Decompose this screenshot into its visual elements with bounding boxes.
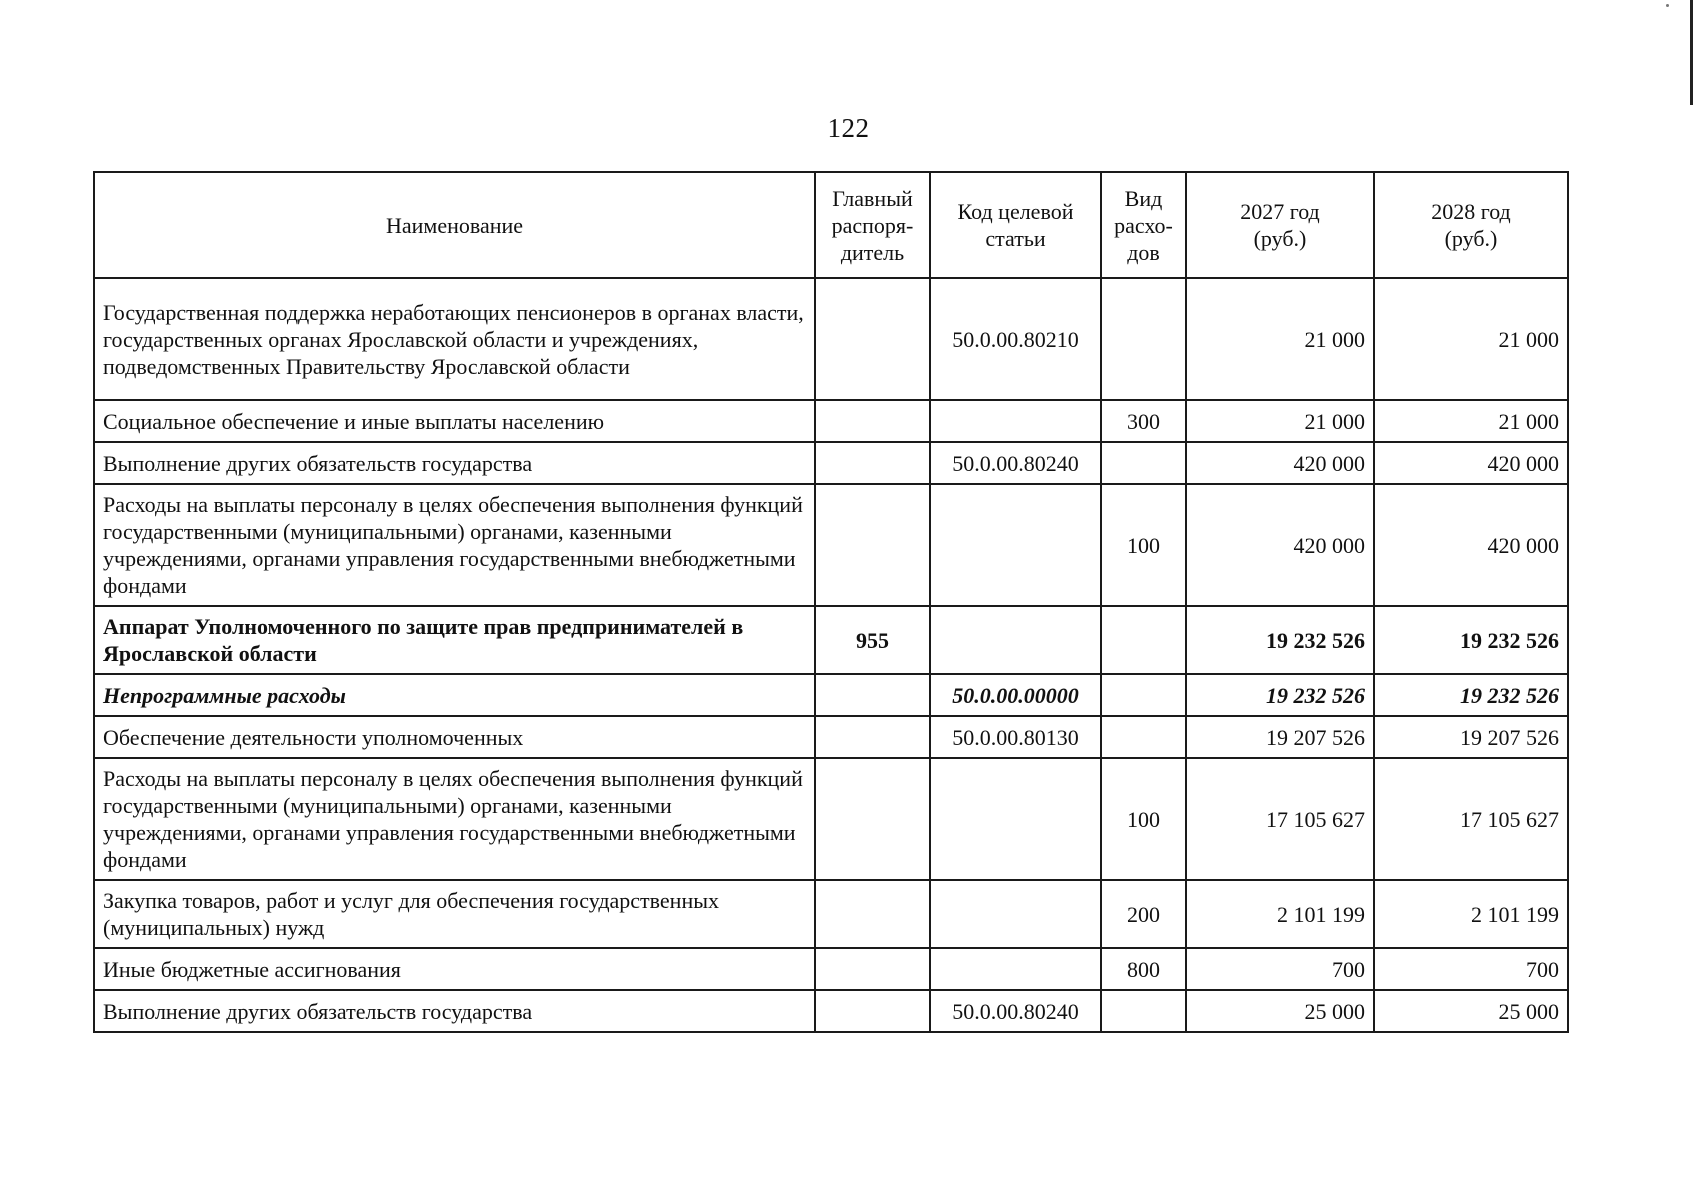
cell-name: Непрограммные расходы xyxy=(94,674,815,716)
cell-name: Выполнение других обязательств государства xyxy=(94,442,815,484)
cell-name: Выполнение других обязательств государства xyxy=(94,990,815,1032)
header-name: Наименование xyxy=(94,172,815,278)
page-number: 122 xyxy=(827,113,870,143)
cell-target-code xyxy=(930,948,1101,990)
cell-amount-2028: 25 000 xyxy=(1374,990,1568,1032)
cell-target-code: 50.0.00.00000 xyxy=(930,674,1101,716)
cell-amount-2027: 19 207 526 xyxy=(1186,716,1374,758)
cell-name: Социальное обеспечение и иные выплаты населению xyxy=(94,400,815,442)
cell-amount-2027: 21 000 xyxy=(1186,400,1374,442)
cell-amount-2028: 19 232 526 xyxy=(1374,674,1568,716)
cell-name: Аппарат Уполномоченного по защите прав предпринимателей в Ярославской области xyxy=(94,606,815,674)
table-body xyxy=(94,278,1568,1032)
header-year-2028: 2028 год (руб.) xyxy=(1374,172,1568,278)
cell-amount-2028: 420 000 xyxy=(1374,442,1568,484)
cell-chief-manager: 955 xyxy=(815,606,930,674)
table-row xyxy=(94,880,1568,948)
cell-target-code xyxy=(930,758,1101,880)
cell-expense-type: 100 xyxy=(1101,758,1186,880)
cell-target-code xyxy=(930,484,1101,606)
cell-expense-type xyxy=(1101,606,1186,674)
cell-chief-manager xyxy=(815,278,930,400)
scan-speck xyxy=(1666,4,1669,7)
cell-amount-2027: 700 xyxy=(1186,948,1374,990)
table-row xyxy=(94,484,1568,606)
cell-expense-type: 300 xyxy=(1101,400,1186,442)
cell-amount-2027: 19 232 526 xyxy=(1186,674,1374,716)
cell-name: Закупка товаров, работ и услуг для обеспечения государственных (муниципальных) нужд xyxy=(94,880,815,948)
table-row xyxy=(94,948,1568,990)
cell-target-code xyxy=(930,880,1101,948)
cell-target-code xyxy=(930,606,1101,674)
cell-amount-2028: 700 xyxy=(1374,948,1568,990)
cell-expense-type: 200 xyxy=(1101,880,1186,948)
cell-name: Государственная поддержка неработающих пенсионеров в органах власти, государственных органах Ярославской области и учреждениях, подведомственных Правительству Ярославской области xyxy=(94,278,815,400)
cell-chief-manager xyxy=(815,948,930,990)
table-header-row xyxy=(94,172,1568,278)
cell-amount-2027: 25 000 xyxy=(1186,990,1374,1032)
cell-name: Расходы на выплаты персоналу в целях обеспечения выполнения функций государственными (муниципальными) органами, казенными учреждениями, органами управления государственными внебюджетными фондами xyxy=(94,758,815,880)
cell-chief-manager xyxy=(815,758,930,880)
cell-amount-2027: 19 232 526 xyxy=(1186,606,1374,674)
cell-expense-type xyxy=(1101,674,1186,716)
cell-chief-manager xyxy=(815,442,930,484)
cell-name: Расходы на выплаты персоналу в целях обеспечения выполнения функций государственными (муниципальными) органами, казенными учреждениями, органами управления государственными внебюджетными фондами xyxy=(94,484,815,606)
cell-target-code: 50.0.00.80240 xyxy=(930,990,1101,1032)
cell-chief-manager xyxy=(815,484,930,606)
cell-name: Обеспечение деятельности уполномоченных xyxy=(94,716,815,758)
scan-edge-mark xyxy=(1690,0,1693,105)
cell-amount-2027: 21 000 xyxy=(1186,278,1374,400)
cell-amount-2028: 19 207 526 xyxy=(1374,716,1568,758)
cell-amount-2028: 21 000 xyxy=(1374,278,1568,400)
cell-amount-2027: 420 000 xyxy=(1186,484,1374,606)
cell-target-code xyxy=(930,400,1101,442)
table-row xyxy=(94,278,1568,400)
header-chief-manager: Главный распоря- дитель xyxy=(815,172,930,278)
cell-expense-type xyxy=(1101,716,1186,758)
budget-table xyxy=(93,171,1569,1033)
table-row xyxy=(94,758,1568,880)
cell-expense-type xyxy=(1101,990,1186,1032)
table-row xyxy=(94,400,1568,442)
cell-target-code: 50.0.00.80240 xyxy=(930,442,1101,484)
cell-amount-2027: 2 101 199 xyxy=(1186,880,1374,948)
cell-name: Иные бюджетные ассигнования xyxy=(94,948,815,990)
cell-amount-2028: 17 105 627 xyxy=(1374,758,1568,880)
cell-chief-manager xyxy=(815,990,930,1032)
table-row xyxy=(94,716,1568,758)
header-target-code: Код целевой статьи xyxy=(930,172,1101,278)
cell-amount-2027: 17 105 627 xyxy=(1186,758,1374,880)
cell-expense-type xyxy=(1101,442,1186,484)
cell-amount-2028: 21 000 xyxy=(1374,400,1568,442)
cell-chief-manager xyxy=(815,880,930,948)
cell-target-code: 50.0.00.80130 xyxy=(930,716,1101,758)
cell-amount-2027: 420 000 xyxy=(1186,442,1374,484)
cell-expense-type: 800 xyxy=(1101,948,1186,990)
cell-amount-2028: 19 232 526 xyxy=(1374,606,1568,674)
table-row xyxy=(94,990,1568,1032)
cell-chief-manager xyxy=(815,674,930,716)
cell-expense-type xyxy=(1101,278,1186,400)
header-expense-type: Вид расхо- дов xyxy=(1101,172,1186,278)
header-year-2027: 2027 год (руб.) xyxy=(1186,172,1374,278)
table-row xyxy=(94,442,1568,484)
cell-expense-type: 100 xyxy=(1101,484,1186,606)
table-row xyxy=(94,606,1568,674)
cell-target-code: 50.0.00.80210 xyxy=(930,278,1101,400)
cell-chief-manager xyxy=(815,716,930,758)
cell-amount-2028: 2 101 199 xyxy=(1374,880,1568,948)
cell-amount-2028: 420 000 xyxy=(1374,484,1568,606)
table-row xyxy=(94,674,1568,716)
cell-chief-manager xyxy=(815,400,930,442)
